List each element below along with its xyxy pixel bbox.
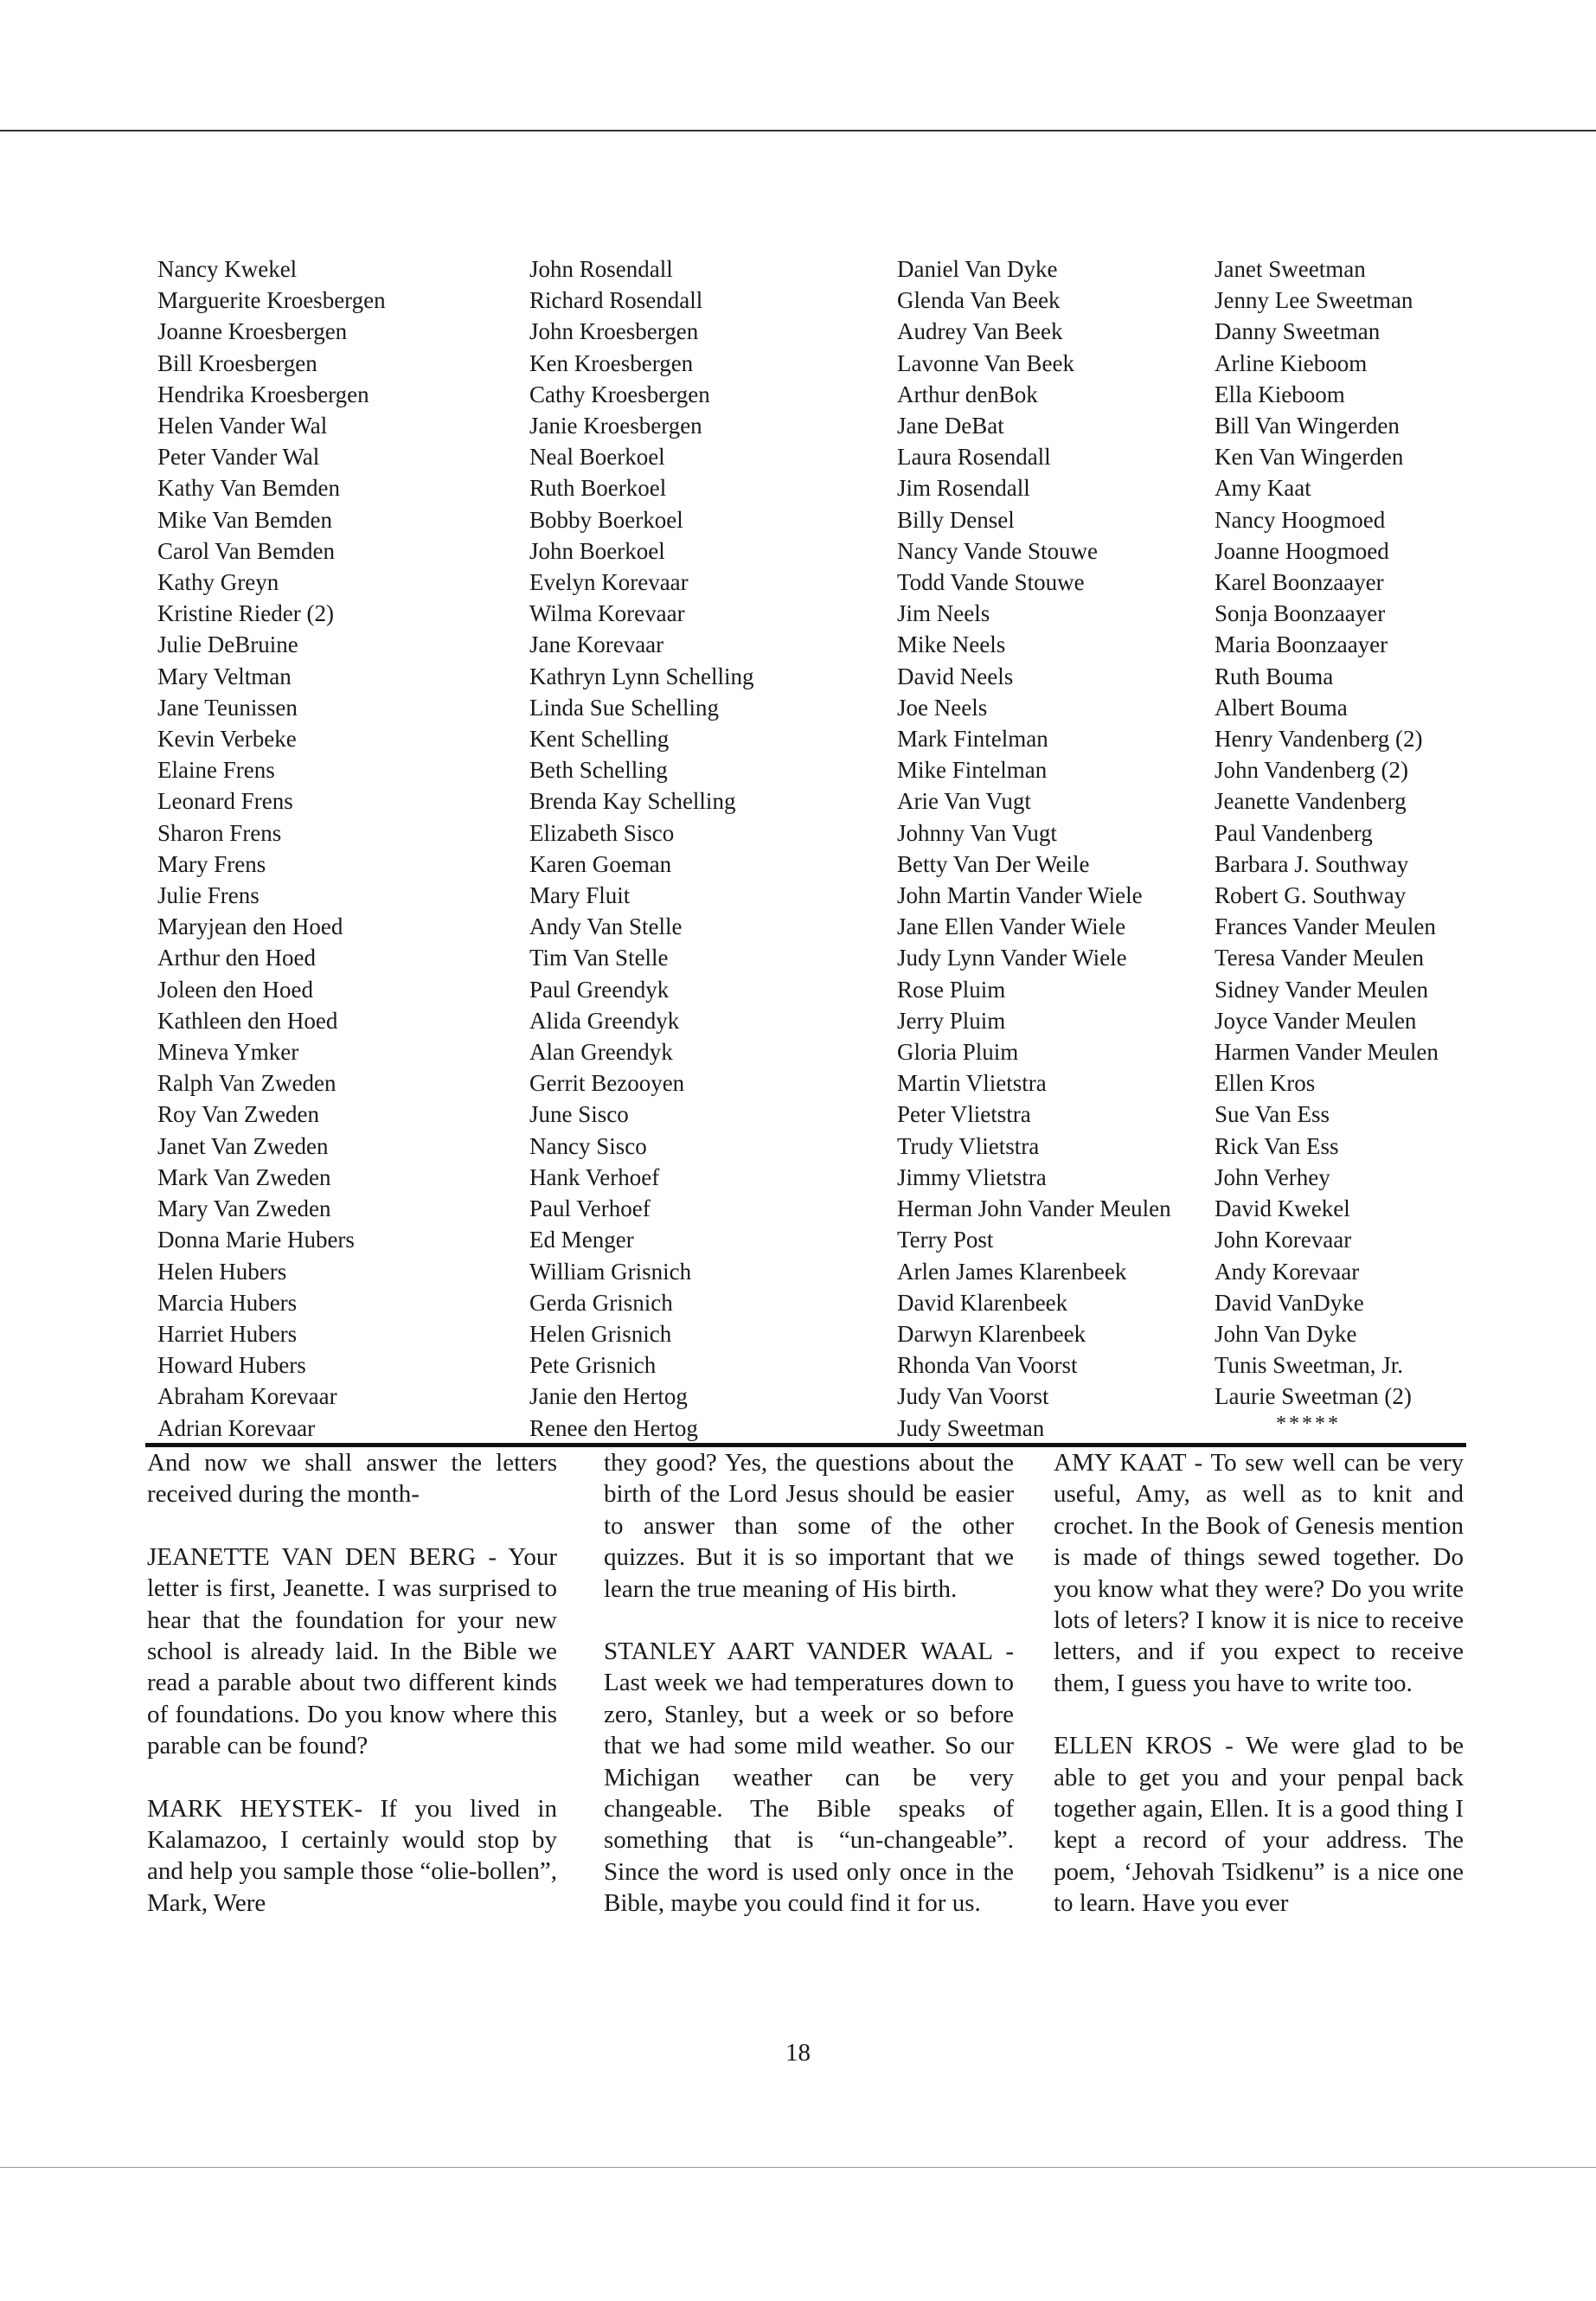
name-list-column-2 — [529, 253, 753, 1444]
name-list-item: Ellen Kros — [1215, 1070, 1316, 1097]
name-list-item: Frances Vander Meulen — [1215, 913, 1436, 940]
name-list-item: Kathy Van Bemden — [157, 475, 340, 502]
name-list-item: Mary Veltman — [157, 663, 292, 689]
name-list-item: Sidney Vander Meulen — [1215, 976, 1428, 1003]
name-list-item: Andy Van Stelle — [529, 913, 683, 940]
name-list-item: Nancy Sisco — [529, 1132, 647, 1159]
name-list-item: Joanne Kroesbergen — [157, 318, 348, 345]
page-number: 18 — [785, 2039, 811, 2067]
name-list-item: Laurie Sweetman (2) — [1215, 1383, 1412, 1410]
letter-paragraph: STANLEY AART VANDER WAAL - Last week we had temperatures down to zero, Stanley, but a week or so before that we had some mild weather. So our Michigan weather can be very changeable. The Bible speaks of something that is “un-changeable”. Since the word is used only once in the Bible, maybe you could find it for us. — [604, 1638, 1014, 1918]
name-list-column-1 — [157, 253, 386, 1444]
name-list-column-4 — [1215, 253, 1439, 1413]
name-list-item: Ruth Boerkoel — [529, 475, 667, 502]
name-list-item: David Neels — [897, 663, 1014, 689]
name-list-item: Billy Densel — [897, 506, 1015, 533]
name-list-item: Ken Kroesbergen — [529, 349, 694, 376]
name-list-item: Roy Van Zweden — [157, 1101, 319, 1128]
name-list-item: Kathleen den Hoed — [157, 1007, 338, 1034]
letter-paragraph: they good? Yes, the questions about the birth of the Lord Jesus should be easier to answer than some of the other quizzes. But it is so important that we learn the true meaning of His birth. — [604, 1449, 1014, 1603]
name-list-item: Mark Fintelman — [897, 726, 1048, 753]
name-list-item: Carol Van Bemden — [157, 537, 335, 564]
name-list-item: Kathryn Lynn Schelling — [529, 663, 754, 689]
name-list-item: Tim Van Stelle — [529, 945, 669, 971]
name-list-item: John Rosendall — [529, 256, 673, 282]
name-list-item: Robert G. Southway — [1215, 882, 1407, 909]
name-list-item: John Verhey — [1215, 1163, 1330, 1190]
name-list-item: Amy Kaat — [1215, 475, 1311, 502]
name-list-item: Bill Kroesbergen — [157, 349, 317, 376]
letter-paragraph: ELLEN KROS - We were glad to be able to get you and your penpal back together again, Ellen. It is a good thing I kept a record of your address. The poem, ‘Jehovah Tsidkenu” is a nice one to learn. Have you ever — [1054, 1732, 1464, 1918]
name-list-item: Gloria Pluim — [897, 1039, 1019, 1066]
name-list-item: Joe Neels — [897, 694, 988, 721]
name-list-item: Abraham Korevaar — [157, 1383, 337, 1410]
name-list-item: John Boerkoel — [529, 537, 665, 564]
name-list-item: Howard Hubers — [157, 1352, 306, 1379]
name-list-item: Janie den Hertog — [529, 1383, 688, 1410]
name-list-item: Maria Boonzaayer — [1215, 631, 1388, 658]
name-list-item: Harriet Hubers — [157, 1320, 298, 1347]
bottom-rule — [0, 2167, 1596, 2168]
name-list-item: Gerda Grisnich — [529, 1289, 673, 1316]
name-list-item: Lavonne Van Beek — [897, 349, 1074, 376]
name-list-item: Peter Vlietstra — [897, 1101, 1031, 1128]
name-list-item: Jane Ellen Vander Wiele — [897, 913, 1126, 940]
name-list-item: Audrey Van Beek — [897, 318, 1063, 345]
name-list-item: Joanne Hoogmoed — [1215, 537, 1389, 564]
name-list-item: Terry Post — [897, 1227, 994, 1253]
name-list-item: Brenda Kay Schelling — [529, 788, 736, 815]
name-list-item: Kristine Rieder (2) — [157, 600, 334, 627]
name-list-item: Herman John Vander Meulen — [897, 1195, 1171, 1222]
name-list-item: Arthur denBok — [897, 381, 1038, 407]
name-list-item: Paul Vandenberg — [1215, 819, 1373, 846]
name-list-item: Mike Fintelman — [897, 757, 1048, 784]
name-list-item: Jane DeBat — [897, 413, 1004, 439]
top-rule — [0, 130, 1596, 131]
name-list-item: David Klarenbeek — [897, 1289, 1068, 1316]
name-list-item: Hendrika Kroesbergen — [157, 381, 369, 407]
name-list-item: Jeanette Vandenberg — [1215, 788, 1407, 815]
name-list-item: Evelyn Korevaar — [529, 569, 689, 596]
name-list-item: John Korevaar — [1215, 1227, 1352, 1253]
name-list-item: Janet Sweetman — [1215, 256, 1366, 282]
name-list-item: Kent Schelling — [529, 726, 670, 753]
name-list-item: Judy Van Voorst — [897, 1383, 1049, 1410]
name-list-item: Darwyn Klarenbeek — [897, 1320, 1086, 1347]
name-list-item: Tunis Sweetman, Jr. — [1215, 1352, 1404, 1379]
name-list-item: Cathy Kroesbergen — [529, 381, 710, 407]
name-list-item: John Martin Vander Wiele — [897, 882, 1143, 909]
name-list-item: Arie Van Vugt — [897, 788, 1031, 815]
name-list-item: Sue Van Ess — [1215, 1101, 1330, 1128]
name-list-item: Henry Vandenberg (2) — [1215, 726, 1423, 753]
name-list-item: Mary Van Zweden — [157, 1195, 331, 1222]
name-list-item: Glenda Van Beek — [897, 287, 1061, 314]
name-list-item: Bobby Boerkoel — [529, 506, 683, 533]
name-list-item: Adrian Korevaar — [157, 1414, 316, 1441]
letters-column-2 — [604, 1447, 1014, 1951]
name-list-item: Marcia Hubers — [157, 1289, 298, 1316]
name-list-item: Kathy Greyn — [157, 569, 279, 596]
name-list-item: Karel Boonzaayer — [1215, 569, 1384, 596]
name-list-item: Joleen den Hoed — [157, 976, 313, 1003]
name-list-item: Renee den Hertog — [529, 1414, 698, 1441]
name-list-column-3 — [897, 253, 1171, 1444]
name-list-item: Arline Kieboom — [1215, 349, 1368, 376]
name-list-item: Donna Marie Hubers — [157, 1227, 355, 1253]
name-list-item: William Grisnich — [529, 1258, 692, 1285]
name-list-item: Wilma Korevaar — [529, 600, 685, 627]
name-list-item: Martin Vlietstra — [897, 1070, 1047, 1097]
letter-paragraph: MARK HEYSTEK- If you lived in Kalamazoo, I certainly would stop by and help you sample those “olie-bollen”, Mark, Were — [147, 1794, 557, 1917]
name-list-item: Harmen Vander Meulen — [1215, 1039, 1439, 1066]
name-list-item: Barbara J. Southway — [1215, 850, 1409, 877]
name-list-item: Arlen James Klarenbeek — [897, 1258, 1127, 1285]
letter-paragraph: AMY KAAT - To sew well can be very useful, Amy, as well as to knit and crochet. In the Book of Genesis mention is made of things sewed together. Do you know what they were? Do you write lots of leters? I know it is nice to receive letters, and if you expect to receive them, I guess you have to write too. — [1054, 1449, 1464, 1697]
name-list-item: Mary Fluit — [529, 882, 631, 909]
name-list-item: Helen Vander Wal — [157, 413, 328, 439]
name-list-item: Sonja Boonzaayer — [1215, 600, 1386, 627]
name-list-item: Janet Van Zweden — [157, 1132, 329, 1159]
name-list-item: Alida Greendyk — [529, 1007, 680, 1034]
name-list-item: Jimmy Vlietstra — [897, 1163, 1047, 1190]
name-list-item: Joyce Vander Meulen — [1215, 1007, 1417, 1034]
name-list-item: Elaine Frens — [157, 757, 275, 784]
name-list-item: Neal Boerkoel — [529, 444, 665, 471]
name-list-item: Rose Pluim — [897, 976, 1006, 1003]
name-list-item: Helen Hubers — [157, 1258, 287, 1285]
name-list-item: Daniel Van Dyke — [897, 256, 1058, 282]
name-list-item: Beth Schelling — [529, 757, 668, 784]
name-list-item: Jim Neels — [897, 600, 990, 627]
name-list-item: Leonard Frens — [157, 788, 293, 815]
name-list-item: Janie Kroesbergen — [529, 413, 702, 439]
letters-column-3 — [1054, 1447, 1464, 1951]
name-list-item: Danny Sweetman — [1215, 318, 1381, 345]
name-list-item: Mineva Ymker — [157, 1039, 299, 1066]
name-list-item: Laura Rosendall — [897, 444, 1051, 471]
name-list-item: Paul Verhoef — [529, 1195, 651, 1222]
name-list-item: Hank Verhoef — [529, 1163, 660, 1190]
name-list-item: Julie DeBruine — [157, 631, 298, 658]
name-list-item: Trudy Vlietstra — [897, 1132, 1040, 1159]
name-list-item: Jane Korevaar — [529, 631, 664, 658]
name-list-item: Jenny Lee Sweetman — [1215, 287, 1413, 314]
name-list-item: Mary Frens — [157, 850, 266, 877]
letter-paragraph: And now we shall answer the letters received during the month- — [147, 1449, 557, 1509]
name-list-item: Linda Sue Schelling — [529, 694, 719, 721]
name-list-item: Rick Van Ess — [1215, 1132, 1339, 1159]
name-list-item: Mark Van Zweden — [157, 1163, 331, 1190]
name-list-item: Andy Korevaar — [1215, 1258, 1360, 1285]
name-list-item: Jerry Pluim — [897, 1007, 1006, 1034]
letter-paragraph: JEANETTE VAN DEN BERG - Your letter is first, Jeanette. I was surprised to hear that the foundation for your new school is already laid. In the Bible we read a parable about two different kinds of foundations. Do you know where this parable can be found? — [147, 1542, 557, 1760]
section-stars: ***** — [1276, 1413, 1341, 1435]
name-list-item: Betty Van Der Weile — [897, 850, 1090, 877]
name-list-item: Peter Vander Wal — [157, 444, 320, 471]
name-list-item: John Van Dyke — [1215, 1320, 1357, 1347]
name-list-item: Bill Van Wingerden — [1215, 413, 1400, 439]
name-list-item: Sharon Frens — [157, 819, 282, 846]
name-list-item: June Sisco — [529, 1101, 629, 1128]
name-list-item: Alan Greendyk — [529, 1039, 673, 1066]
name-list-item: Nancy Hoogmoed — [1215, 506, 1386, 533]
name-list-item: Julie Frens — [157, 882, 260, 909]
name-list-item: Johnny Van Vugt — [897, 819, 1057, 846]
name-list-item: Judy Lynn Vander Wiele — [897, 945, 1127, 971]
name-list-item: Marguerite Kroesbergen — [157, 287, 386, 314]
name-list-item: Helen Grisnich — [529, 1320, 672, 1347]
letters-column-1 — [147, 1447, 557, 1950]
name-list-item: John Kroesbergen — [529, 318, 699, 345]
name-list-item: Karen Goeman — [529, 850, 672, 877]
name-list-item: Albert Bouma — [1215, 694, 1348, 721]
name-list-item: Paul Greendyk — [529, 976, 670, 1003]
name-list-item: David VanDyke — [1215, 1289, 1364, 1316]
name-list-item: Jane Teunissen — [157, 694, 298, 721]
name-list-item: Rhonda Van Voorst — [897, 1352, 1078, 1379]
name-list-item: Elizabeth Sisco — [529, 819, 675, 846]
name-list-item: Ella Kieboom — [1215, 381, 1345, 407]
name-list-item: Jim Rosendall — [897, 475, 1030, 502]
name-list-item: David Kwekel — [1215, 1195, 1350, 1222]
name-list-item: Todd Vande Stouwe — [897, 569, 1085, 596]
name-list-item: Richard Rosendall — [529, 287, 703, 314]
name-list-item: Ken Van Wingerden — [1215, 444, 1404, 471]
name-list-item: Judy Sweetman — [897, 1414, 1045, 1441]
name-list-item: Ruth Bouma — [1215, 663, 1334, 689]
name-list-item: Maryjean den Hoed — [157, 913, 343, 940]
name-list-item: Nancy Kwekel — [157, 256, 298, 282]
name-list-item: Ed Menger — [529, 1227, 634, 1253]
name-list-item: John Vandenberg (2) — [1215, 757, 1408, 784]
name-list-item: Gerrit Bezooyen — [529, 1070, 685, 1097]
name-list-item: Ralph Van Zweden — [157, 1070, 337, 1097]
name-list-item: Nancy Vande Stouwe — [897, 537, 1098, 564]
name-list-item: Mike Neels — [897, 631, 1006, 658]
name-list-item: Teresa Vander Meulen — [1215, 945, 1425, 971]
name-list-item: Pete Grisnich — [529, 1352, 657, 1379]
name-list-item: Arthur den Hoed — [157, 945, 316, 971]
name-list-item: Kevin Verbeke — [157, 726, 297, 753]
name-list-item: Mike Van Bemden — [157, 506, 332, 533]
